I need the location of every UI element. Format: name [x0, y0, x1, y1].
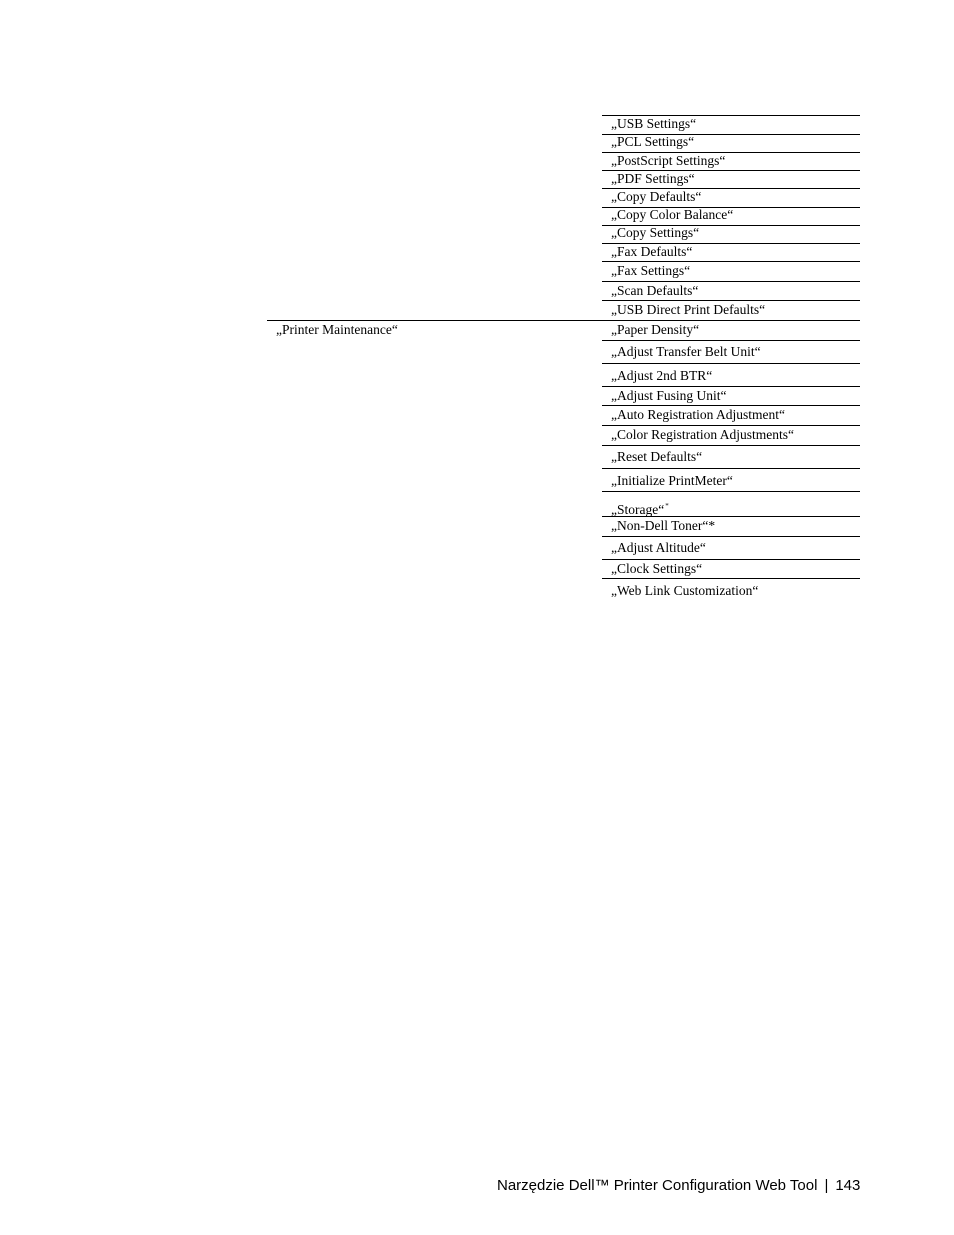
menu-item-adjust-transfer-belt-unit: „Adjust Transfer Belt Unit“	[611, 344, 761, 359]
row-rule	[602, 281, 860, 282]
menu-item-copy-settings: „Copy Settings“	[611, 225, 700, 240]
row-rule	[602, 425, 860, 426]
row-rule	[602, 300, 860, 301]
row-rule	[602, 445, 860, 446]
menu-item-storage-label: „Storage“	[611, 502, 665, 517]
footer-separator: |	[824, 1177, 829, 1194]
menu-item-adjust-2nd-btr: „Adjust 2nd BTR“	[611, 368, 713, 383]
menu-item-auto-registration-adjustment: „Auto Registration Adjustment“	[611, 407, 785, 422]
row-rule	[602, 363, 860, 364]
row-rule	[602, 578, 860, 579]
menu-item-adjust-fusing-unit: „Adjust Fusing Unit“	[611, 388, 727, 403]
menu-item-scan-defaults: „Scan Defaults“	[611, 283, 699, 298]
row-rule	[602, 261, 860, 262]
menu-item-postscript-settings: „PostScript Settings“	[611, 153, 726, 168]
menu-item-initialize-printmeter: „Initialize PrintMeter“	[611, 473, 733, 488]
row-rule	[602, 491, 860, 492]
section-label-printer-maintenance: „Printer Maintenance“	[276, 322, 398, 337]
menu-item-usb-direct-print-defaults: „USB Direct Print Defaults“	[611, 302, 766, 317]
menu-item-fax-defaults: „Fax Defaults“	[611, 244, 693, 259]
footer-title: Narzędzie Dell™ Printer Configuration Web Tool	[497, 1177, 818, 1194]
menu-item-paper-density: „Paper Density“	[611, 322, 700, 337]
menu-item-usb-settings: „USB Settings“	[611, 116, 697, 131]
menu-item-copy-defaults: „Copy Defaults“	[611, 189, 702, 204]
menu-item-pdf-settings: „PDF Settings“	[611, 171, 695, 186]
menu-item-reset-defaults: „Reset Defaults“	[611, 449, 703, 464]
menu-item-fax-settings: „Fax Settings“	[611, 263, 691, 278]
menu-item-clock-settings: „Clock Settings“	[611, 561, 703, 576]
row-rule	[602, 536, 860, 537]
menu-item-color-registration-adjustments: „Color Registration Adjustments“	[611, 427, 794, 442]
menu-item-non-dell-toner: „Non-Dell Toner“*	[611, 518, 716, 533]
menu-item-web-link-customization: „Web Link Customization“	[611, 583, 759, 598]
section-rule	[267, 320, 860, 321]
row-rule	[602, 468, 860, 469]
menu-item-pcl-settings: „PCL Settings“	[611, 134, 695, 149]
row-rule	[602, 386, 860, 387]
row-rule	[602, 405, 860, 406]
menu-item-adjust-altitude: „Adjust Altitude“	[611, 540, 706, 555]
row-rule	[602, 340, 860, 341]
footnote-mark: *	[665, 502, 669, 510]
menu-item-copy-color-balance: „Copy Color Balance“	[611, 207, 734, 222]
page-number: 143	[835, 1177, 861, 1194]
page-footer	[497, 1177, 860, 1195]
menu-item-storage	[611, 498, 669, 518]
row-rule	[602, 559, 860, 560]
